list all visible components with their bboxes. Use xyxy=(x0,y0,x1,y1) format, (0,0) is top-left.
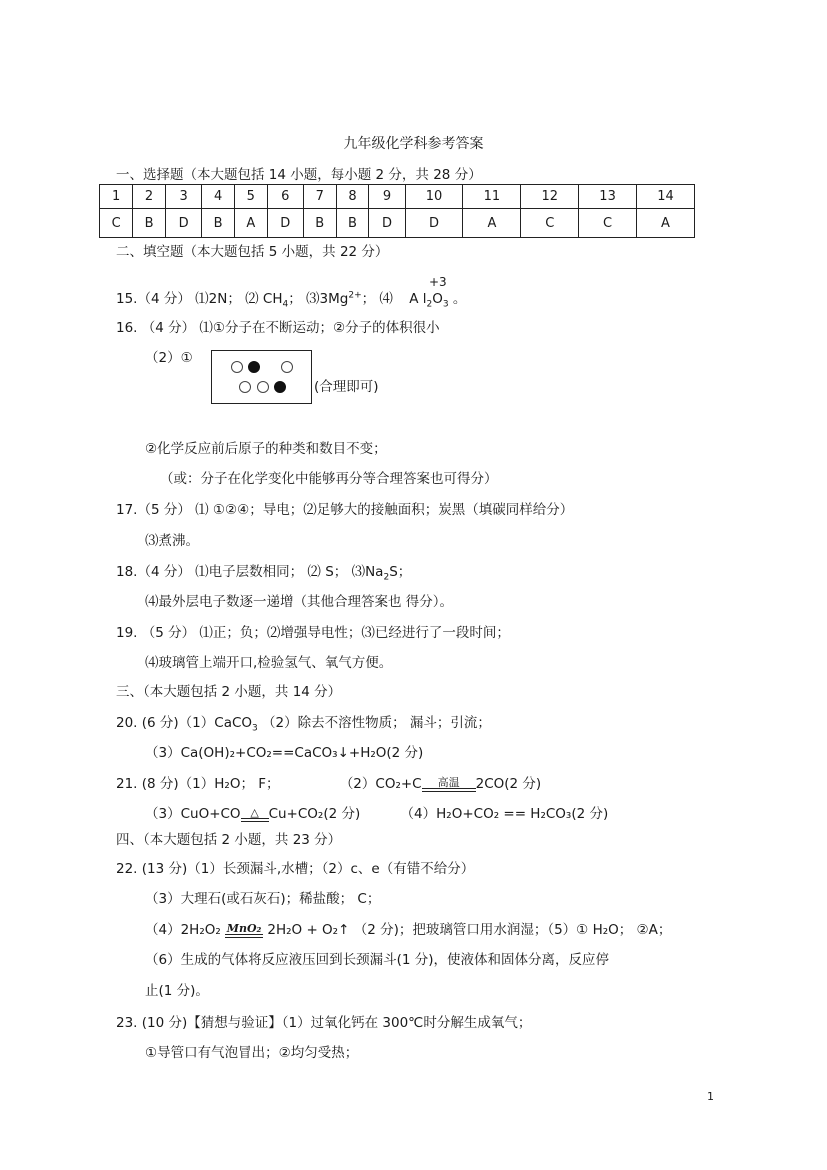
question-18-line-2: ⑷最外层电子数逐一递增（其他合理答案也 得分）。 xyxy=(145,594,454,610)
molecule-diagram xyxy=(211,350,312,404)
page-title: 九年级化学科参考答案 xyxy=(343,136,484,152)
white-atom xyxy=(281,361,293,373)
white-atom xyxy=(231,361,243,373)
question-16-line-4: （或：分子在化学变化中能够再分等合理答案也可得分） xyxy=(160,471,498,487)
question-number-row xyxy=(100,185,695,209)
question-17-line-1: 17.（5 分） ⑴ ①②④；导电；⑵足够大的接触面积；炭黑（填碳同样给分） xyxy=(116,502,574,518)
question-number-cell: 6 xyxy=(267,185,303,209)
answer-cell: D xyxy=(165,209,201,238)
answer-cell: B xyxy=(202,209,235,238)
question-18-line-1: 18.（4 分） ⑴电子层数相同； ⑵ S； $⑶Na_2S$； xyxy=(116,564,412,583)
answer-cell: C xyxy=(579,209,637,238)
question-19-line-1: 19. （5 分） ⑴正；负；⑵增强导电性；⑶已经进行了一段时间； xyxy=(116,625,510,641)
question-20-line-2: （3）Ca(OH)₂+CO₂==CaCO₃↓+H₂O(2 分) xyxy=(145,745,424,761)
question-number-cell: 10 xyxy=(405,185,463,209)
question-number-cell: 4 xyxy=(202,185,235,209)
high-temp-condition: 高温 xyxy=(422,777,476,792)
question-number-cell: 11 xyxy=(463,185,521,209)
answer-cell: A xyxy=(463,209,521,238)
section-4-heading: 四、（本大题包括 2 小题，共 23 分） xyxy=(116,832,342,848)
question-23-line-1: 23. (10 分)【猜想与验证】（1）过氧化钙在 300℃时分解生成氧气； xyxy=(116,1015,532,1031)
answer-cell: C xyxy=(100,209,133,238)
question-number-cell: 7 xyxy=(303,185,336,209)
valence-mark: +3 xyxy=(429,275,447,289)
answer-cell: B xyxy=(303,209,336,238)
answer-table xyxy=(99,184,695,238)
black-atom xyxy=(274,381,286,393)
white-atom xyxy=(257,381,269,393)
answer-cell: A xyxy=(234,209,267,238)
question-number-cell: 13 xyxy=(579,185,637,209)
question-16-line-3: ②化学反应前后原子的种类和数目不变； xyxy=(145,441,387,457)
question-number-cell: 3 xyxy=(165,185,201,209)
answer-cell: D xyxy=(369,209,405,238)
question-22-line-4: （6）生成的气体将反应液压回到长颈漏斗(1 分)，使液体和固体分离，反应停 xyxy=(145,952,610,968)
question-17-line-2: ⑶煮沸。 xyxy=(145,533,199,549)
question-23-line-2: ①导管口有气泡冒出；②均匀受热； xyxy=(145,1045,359,1061)
question-number-cell: 9 xyxy=(369,185,405,209)
answer-row xyxy=(100,209,695,238)
question-number-cell: 1 xyxy=(100,185,133,209)
answer-cell: B xyxy=(336,209,369,238)
section-1-heading: 一、选择题（本大题包括 14 小题，每小题 2 分，共 28 分） xyxy=(116,167,482,183)
question-15: 15.（4 分） ⑴2N； ⑵ $CH_4$； $⑶3Mg^{2+}$； ⑷ A $l_2O_3$ 。 xyxy=(116,290,467,310)
question-22-line-5: 止(1 分)。 xyxy=(145,983,209,999)
question-22-line-3: （4）2H₂O₂ MnO₂ 2H₂O + O₂↑ （2 分)；把玻璃管口用水润湿；（5）① H₂O； ②A； xyxy=(145,922,672,938)
question-16-line-1: 16. （4 分） ⑴①分子在不断运动；②分子的体积很小 xyxy=(116,320,440,336)
answer-cell: C xyxy=(521,209,579,238)
page-number: 1 xyxy=(707,1090,714,1103)
answer-cell: D xyxy=(267,209,303,238)
diagram-note: (合理即可) xyxy=(314,379,379,395)
question-number-cell: 5 xyxy=(234,185,267,209)
question-number-cell: 12 xyxy=(521,185,579,209)
section-2-heading: 二、填空题（本大题包括 5 小题，共 22 分） xyxy=(116,244,389,260)
answer-cell: D xyxy=(405,209,463,238)
question-21-line-2: （3）CuO+CO △ Cu+CO₂(2 分) （4）H₂O+CO₂ == H₂CO₃(2 分) xyxy=(145,806,609,822)
answer-cell: B xyxy=(133,209,166,238)
question-22-line-2: （3）大理石(或石灰石)；稀盐酸； C； xyxy=(145,891,381,907)
question-22-line-1: 22. (13 分)（1）长颈漏斗,水槽；（2）c、e（有错不给分） xyxy=(116,861,475,877)
question-number-cell: 8 xyxy=(336,185,369,209)
catalyst-condition: MnO₂ xyxy=(225,923,263,938)
section-3-heading: 三、（本大题包括 2 小题，共 14 分） xyxy=(116,684,342,700)
heat-condition: △ xyxy=(241,807,269,822)
answer-cell: A xyxy=(637,209,695,238)
black-atom xyxy=(248,361,260,373)
question-number-cell: 2 xyxy=(133,185,166,209)
question-21-line-1: 21. (8 分)（1）H₂O； F； （2）CO₂+C 高温 2CO(2 分) xyxy=(116,776,542,792)
white-atom xyxy=(239,381,251,393)
question-20-line-1: 20. (6 分)（1）CaCO$_3$ （2）除去不溶性物质； 漏斗；引流； xyxy=(116,715,491,734)
question-16-line-2: （2）① xyxy=(145,350,193,366)
question-number-cell: 14 xyxy=(637,185,695,209)
question-19-line-2: ⑷玻璃管上端开口,检验氢气、氧气方便。 xyxy=(145,655,393,671)
